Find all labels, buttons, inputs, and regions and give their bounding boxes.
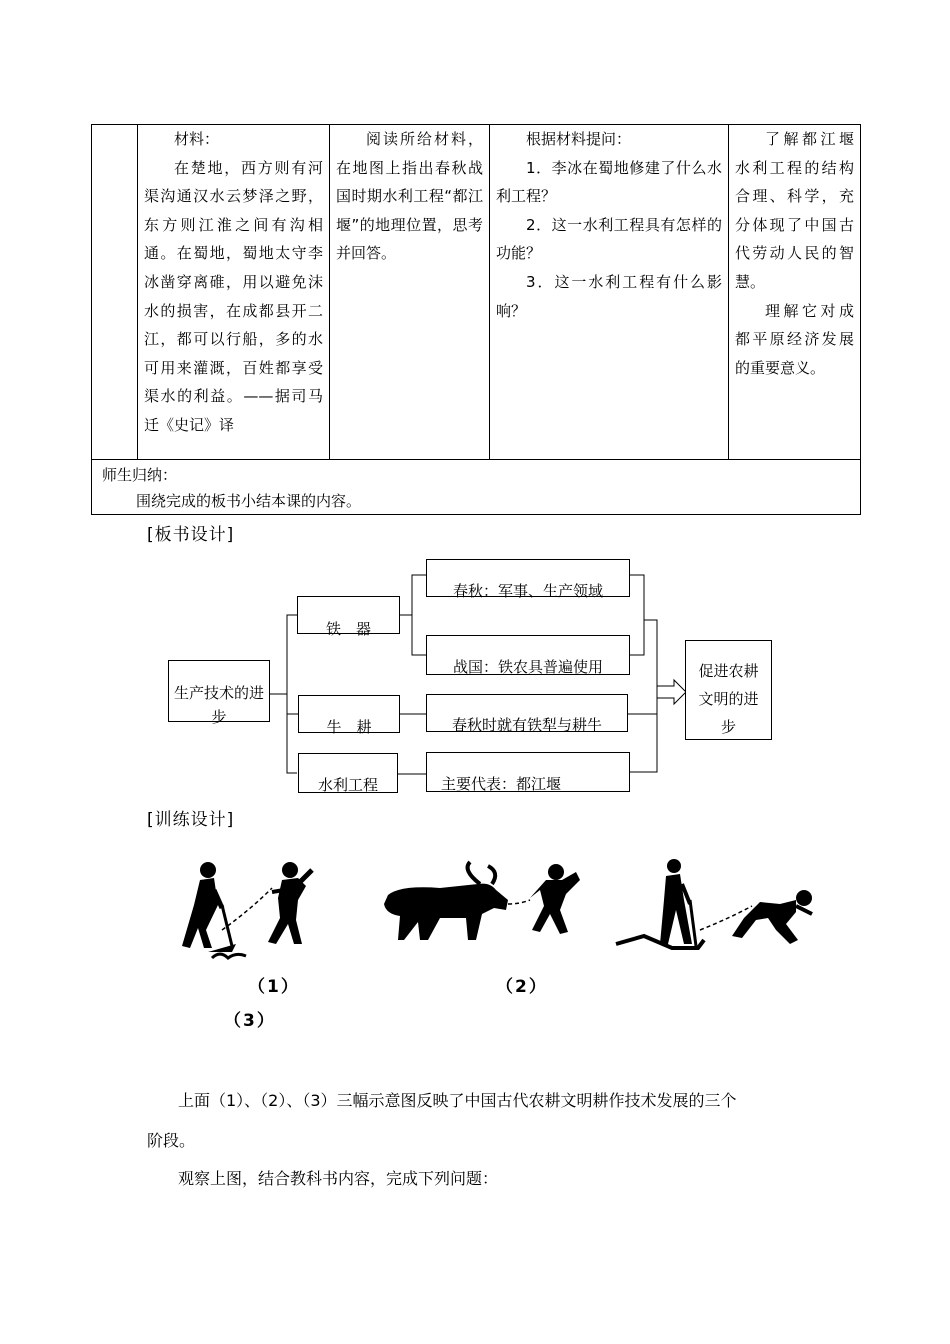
board-ox-detail-box: 春秋时就有铁犁与耕牛 xyxy=(426,694,628,732)
figure-1-farmer-hoe-icon xyxy=(182,862,312,958)
board-heading: [板书设计] xyxy=(147,525,235,545)
questions-title: 根据材料提问： xyxy=(526,130,632,148)
material-text: 在楚地，西方则有河渠沟通汉水云梦泽之野，东方则江淮之间有沟相通。在蜀地，蜀地太守李冰凿穿离碓，用以避免沫水的损害，在成都县开二江，都可以行船，多的水可用来灌溉，百姓都享受渠水的利益。——据司马迁《史记》译 xyxy=(144,158,323,434)
figure-3-human-plough-icon xyxy=(616,859,812,948)
question-2: 2．这一水利工程具有怎样的功能？ xyxy=(496,215,722,263)
question-1: 1．李冰在蜀地修建了什么水利工程？ xyxy=(496,158,722,206)
goal-1: 了解都江堰水利工程的结构合理、科学，充分体现了中国古代劳动人民的智慧。 xyxy=(735,130,854,291)
goal-2: 理解它对成都平原经济发展的重要意义。 xyxy=(735,301,854,377)
summary-title: 师生归纳： xyxy=(102,466,178,484)
paragraph-1-line-2: 阶段。 xyxy=(147,1131,196,1150)
board-iron-spring-box: 春秋：军事、生产领域 xyxy=(426,559,630,597)
paragraph-1-line-1: 上面（1）、（2）、（3）三幅示意图反映了中国古代农耕文明耕作技术发展的三个 xyxy=(178,1091,737,1110)
summary-text: 围绕完成的板书小结本课的内容。 xyxy=(136,492,362,510)
board-result-box: 促进农耕文明的进步 xyxy=(685,640,772,740)
material-title: 材料： xyxy=(174,130,220,148)
figure-label-3: （3） xyxy=(224,1011,276,1031)
board-ox-box: 牛 耕 xyxy=(298,695,400,733)
figure-label-1: （1） xyxy=(248,977,300,997)
activity-text: 阅读所给材料，在地图上指出春秋战国时期水利工程“都江堰”的地理位置，思考并回答。 xyxy=(336,130,483,263)
board-iron-warring-box: 战国：铁农具普遍使用 xyxy=(426,635,630,675)
paragraph-2: 观察上图，结合教科书内容，完成下列问题： xyxy=(178,1169,499,1188)
board-root-box: 生产技术的进步 xyxy=(168,660,270,722)
board-water-box: 水利工程 xyxy=(298,753,398,793)
board-iron-box: 铁 器 xyxy=(297,596,400,634)
board-water-detail-box: 主要代表：都江堰 xyxy=(426,752,630,792)
question-3: 3．这一水利工程有什么影响？ xyxy=(496,272,722,320)
figure-2-ox-plough-icon xyxy=(384,862,580,940)
training-heading: [训练设计] xyxy=(147,810,235,830)
figure-label-2: （2） xyxy=(496,977,548,997)
